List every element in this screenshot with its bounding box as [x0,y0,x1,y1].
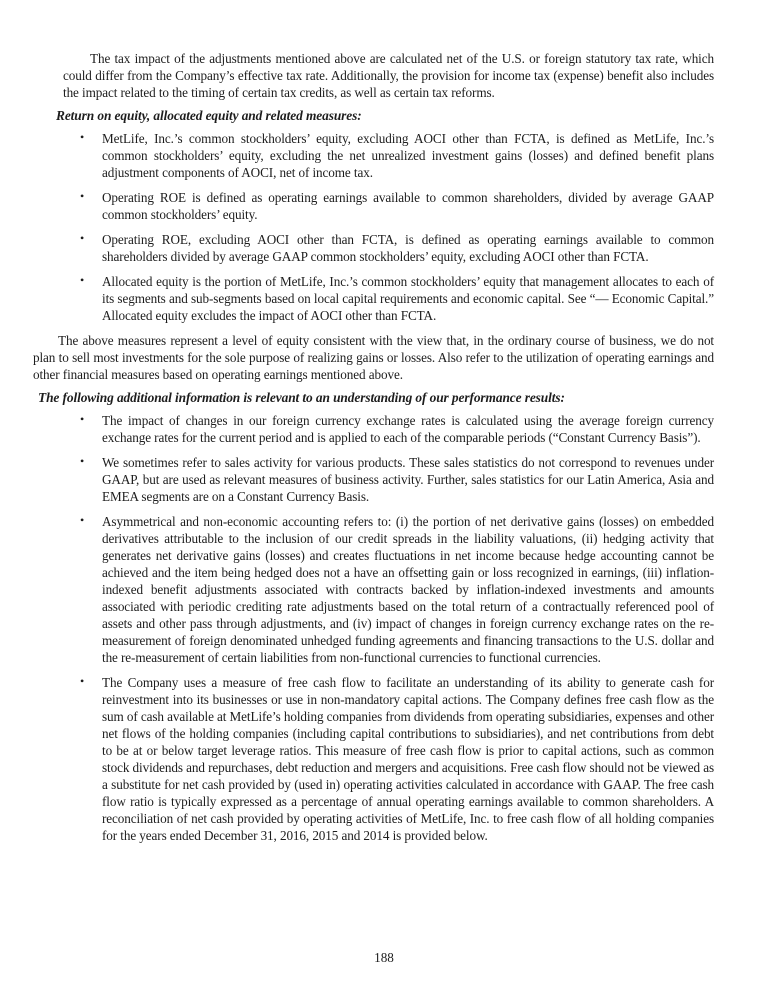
bullet-text-common-stockholders-equity: MetLife, Inc.’s common stockholders’ equity, excluding AOCI other than FCTA, is defined as MetLife, Inc.’s common stockholders’ equity, excluding the net unrealized investment gains (losses) and defined benefit plans adjustment components of AOCI, net of income tax. [102,131,714,180]
page-number: 188 [374,950,394,965]
bullet-icon: • [80,454,85,468]
bullet-text-operating-roe-excluding-aoci: Operating ROE, excluding AOCI other than FCTA, is defined as operating earnings available to common shareholders divided by average GAAP common stockholders’ equity, excluding AOCI other than FCTA. [102,232,714,264]
bullet-text-operating-roe: Operating ROE is defined as operating earnings available to common shareholders, divided by average GAAP common stockholders’ equity. [102,190,714,222]
bullet-text-sales-activity: We sometimes refer to sales activity for various products. These sales statistics do not correspond to revenues under GAAP, but are used as relevant measures of business activity. Further, sales statistics for our Latin America, Asia and EMEA segments are on a Constant Currency Basis. [102,455,714,504]
section-heading-return-on-equity: Return on equity, allocated equity and related measures: [56,108,362,123]
bullet-icon: • [80,412,85,426]
bullet-icon: • [80,231,85,245]
bullet-list-additional-information [0,412,768,844]
bullet-icon: • [80,189,85,203]
list-item [80,513,714,666]
bullet-icon: • [80,273,85,287]
list-item [80,674,714,844]
bullet-text-free-cash-flow: The Company uses a measure of free cash flow to facilitate an understanding of its ability to generate cash for reinvestment into its businesses or use in non-mandatory capital actions. The Company defines free cash flow as the sum of cash available at MetLife’s holding companies from dividends from operating subsidiaries, expenses and other net flows of the holding companies (including capital contributions to subsidiaries), and net contributions from debt to be at or below target leverage ratios. This measure of free cash flow is prior to capital actions, such as common stock dividends and repurchases, debt reduction and mergers and acquisitions. Free cash flow should not be viewed as a substitute for net cash provided by (used in) operating activities calculated in accordance with GAAP. The free cash flow ratio is typically expressed as a percentage of annual operating earnings available to common shareholders. A reconciliation of net cash provided by operating activities of MetLife, Inc. to free cash flow of all holding companies for the years ended December 31, 2016, 2015 and 2014 is provided below. [102,675,714,843]
list-item [80,412,714,446]
bullet-list-equity-measures [0,130,768,324]
bullet-icon: • [80,674,85,688]
paragraph-tax-impact: The tax impact of the adjustments mentioned above are calculated net of the U.S. or foreign statutory tax rate, which could differ from the Company’s effective tax rate. Additionally, the provision for income tax (expense) benefit also includes the impact related to the timing of certain tax credits, as well as certain tax reforms. [63,51,714,100]
list-item [80,231,714,265]
bullet-icon: • [80,130,85,144]
list-item [80,273,714,324]
bullet-text-asymmetrical-accounting: Asymmetrical and non-economic accounting refers to: (i) the portion of net derivative gains (losses) on embedded derivatives attributable to the inclusion of our credit spreads in the liability valuations, (ii) hedging activity that generates net derivative gains (losses) and creates fluctuations in net income because hedge accounting cannot be achieved and the item being hedged does not a have an offsetting gain or loss recognized in earnings, (iii) inflation-indexed benefit adjustments associated with contracts backed by inflation-indexed investments and amounts associated with periodic crediting rate adjustments based on the total return of a contractually referenced pool of assets and other pass through adjustments, and (iv) impact of changes in foreign currency exchange rates on the re-measurement of foreign denominated unhedged funding agreements and financing transactions to the U.S. dollar and the re-measurement of certain liabilities from non-functional currencies to functional currencies. [102,514,714,665]
bullet-text-foreign-currency-impact: The impact of changes in our foreign currency exchange rates is calculated using the average foreign currency exchange rates for the current period and is applied to each of the comparable periods (“Constant Currency Basis”). [102,413,714,445]
paragraph-above-measures: The above measures represent a level of equity consistent with the view that, in the ordinary course of business, we do not plan to sell most investments for the sole purpose of realizing gains or losses. Also refer to the utilization of operating earnings and other financial measures based on operating earnings mentioned above. [33,333,714,382]
list-item [80,189,714,223]
list-item [80,454,714,505]
section-heading-additional-information: The following additional information is relevant to an understanding of our performance results: [38,390,565,405]
bullet-text-allocated-equity: Allocated equity is the portion of MetLife, Inc.’s common stockholders’ equity that management allocates to each of its segments and sub-segments based on local capital requirements and economic capital. See “— Economic Capital.” Allocated equity excludes the impact of AOCI other than FCTA. [102,274,714,323]
list-item [80,130,714,181]
bullet-icon: • [80,513,85,527]
